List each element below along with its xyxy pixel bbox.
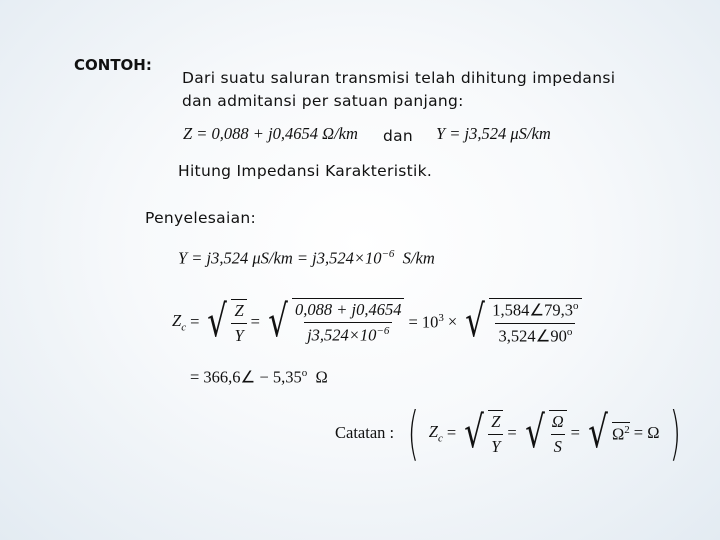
zc-result: = 366,6∠ − $5,35^o$ Ω — [190, 367, 328, 387]
example-label: CONTOH: — [74, 56, 152, 74]
admittance-expression: Y = j3,524 μS/km — [436, 124, 551, 143]
solution-label: Penyelesaian: — [145, 209, 257, 227]
impedance-expression: Z = 0,088 + j0,4654 Ω/km — [183, 124, 358, 143]
zc-equation: $Z_c$ = √ $\frac{Z}{Y}$ = √ $\frac{0,088 + j0,4654}{j3,524\times 10^{-6}}$ = $10^3$ × √ $\frac{1,584\angle 79,3^o}{3,524\angle 90^o}$ — [172, 298, 582, 346]
problem-line-1: Dari suatu saluran transmisi telah dihitung impedansi — [182, 69, 616, 87]
problem-line-2: dan admitansi per satuan panjang: — [182, 92, 464, 110]
note-equation: Catatan : ( $Z_c$ = √ $\frac{Z}{Y}$ = √ $\frac{\Omega}{S}$ = √ $\Omega^2$ = Ω ) — [335, 399, 681, 467]
note-label: Catatan : — [335, 423, 395, 442]
y-conversion-line: Y = j3,524 $\mu S/km = j3,524\times 10^{-6}$ S/km — [178, 248, 435, 268]
task-text: Hitung Impedansi Karakteristik. — [178, 162, 433, 180]
dan-text: dan — [383, 127, 414, 145]
